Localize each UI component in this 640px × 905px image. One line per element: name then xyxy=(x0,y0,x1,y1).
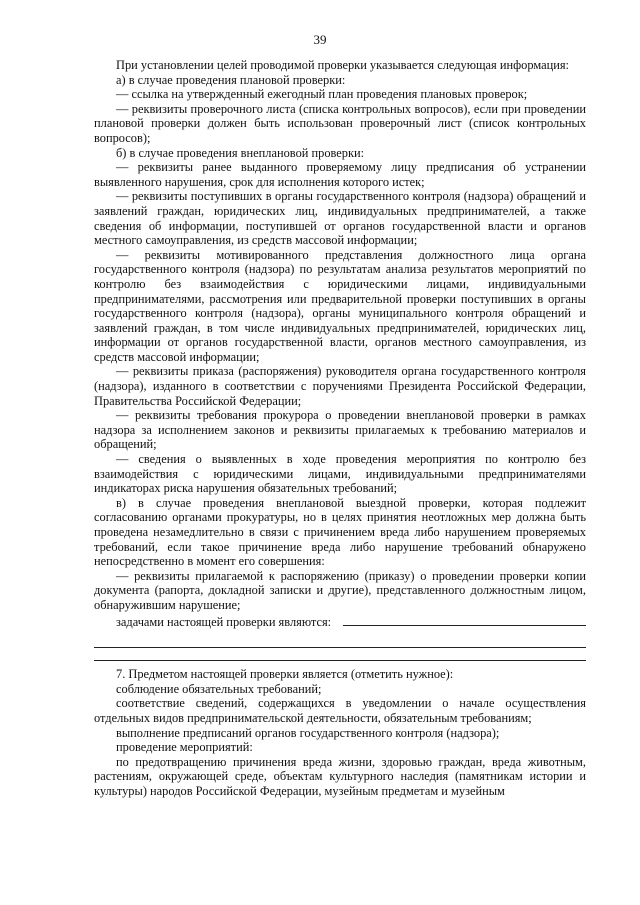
paragraphs-paragraph: — реквизиты прилагаемой к распоряжению (приказу) о проведении проверки копии документа (рапорта, докладной записки и другие), представленного должностным лицом, обнаружившим нарушение; xyxy=(94,568,586,612)
section7-paragraph: выполнение предписаний органов государственного контроля (надзора); xyxy=(116,725,500,740)
blank-line-2[interactable] xyxy=(94,648,586,661)
tasks-label: задачами настоящей проверки являются: xyxy=(116,614,332,629)
document-body xyxy=(94,58,586,799)
paragraphs-paragraph: — реквизиты ранее выданного проверяемому лицу предписания об устранении выявленного нарушения, срок для исполнения которого истек; xyxy=(94,160,586,189)
section7-paragraph: проведение мероприятий: xyxy=(116,740,253,755)
paragraphs-paragraph: — реквизиты мотивированного представления должностного лица органа государственного контроля (надзора) по результатам анализа результатов мероприятий по контролю без взаимодействия с юридическими лицами, индивидуальными предпринимателями, рассмотрения или предварительной проверки поступивших в органы государственного контроля (надзора), органы муниципального контроля обращений и заявлений граждан, в том числе индивидуальных предпринимателей, юридических лиц, информации от органов государственной власти, органов местного самоуправления, из средств массовой информации; xyxy=(94,247,586,364)
paragraphs-paragraph: а) в случае проведения плановой проверки: xyxy=(116,72,346,87)
section-7 xyxy=(94,667,586,798)
paragraphs-paragraph: — реквизиты приказа (распоряжения) руководителя органа государственного контроля (надзора), изданного в соответствии с поручениями Президента Российской Федерации, Правительства Российской Федерации; xyxy=(94,364,586,408)
tasks-fill-row xyxy=(94,615,586,630)
section7-paragraph: соблюдение обязательных требований; xyxy=(116,681,322,696)
tasks-fill-line[interactable] xyxy=(343,625,586,626)
paragraphs-paragraph: б) в случае проведения внеплановой проверки: xyxy=(116,145,365,160)
page-number: 39 xyxy=(313,32,327,47)
paragraphs-paragraph: — ссылка на утвержденный ежегодный план проведения плановых проверок; xyxy=(116,87,528,102)
paragraph-list xyxy=(94,58,586,613)
paragraphs-paragraph: При установлении целей проводимой проверки указывается следующая информация: xyxy=(116,58,569,72)
paragraphs-paragraph: в) в случае проведения внеплановой выездной проверки, которая подлежит согласованию органами прокуратуры, но в целях принятия неотложных мер должна быть проведена незамедлительно в связи с причинением вреда либо нарушением проверяемых требований, если такое причинение вреда либо нарушение требований обнаружено непосредственно в момент его совершения: xyxy=(94,495,586,569)
blank-line-1[interactable] xyxy=(94,635,586,648)
section7-paragraph: соответствие сведений, содержащихся в уведомлении о начале осуществления отдельных видов предпринимательской деятельности, обязательным требованиям; xyxy=(94,696,586,725)
paragraphs-paragraph: — реквизиты проверочного листа (списка контрольных вопросов), если при проведении плановой проверки должен быть использован проверочный лист (список контрольных вопросов); xyxy=(94,101,586,145)
paragraphs-paragraph: — реквизиты поступивших в органы государственного контроля (надзора) обращений и заявлений граждан, юридических лиц, индивидуальных предпринимателей, а также сведения об информации, поступившей от органов государственной власти и органов местного самоуправления, из средств массовой информации; xyxy=(94,189,586,248)
section7-paragraph: по предотвращению причинения вреда жизни, здоровью граждан, вреда животным, растениям, окружающей среде, объектам культурного наследия (памятникам истории и культуры) народов Российской Федерации, музейным предметам и музейным xyxy=(94,754,586,798)
section7-paragraph: 7. Предметом настоящей проверки является (отметить нужное): xyxy=(116,667,454,682)
paragraphs-paragraph: — реквизиты требования прокурора о проведении внеплановой проверки в рамках надзора за исполнением законов и реквизиты прилагаемых к требованию материалов и обращений; xyxy=(94,408,586,452)
paragraphs-paragraph: — сведения о выявленных в ходе проведения мероприятия по контролю без взаимодействия с юридическими лицами, индивидуальными предпринимателями индикаторах риска нарушения обязательных требований; xyxy=(94,452,586,496)
